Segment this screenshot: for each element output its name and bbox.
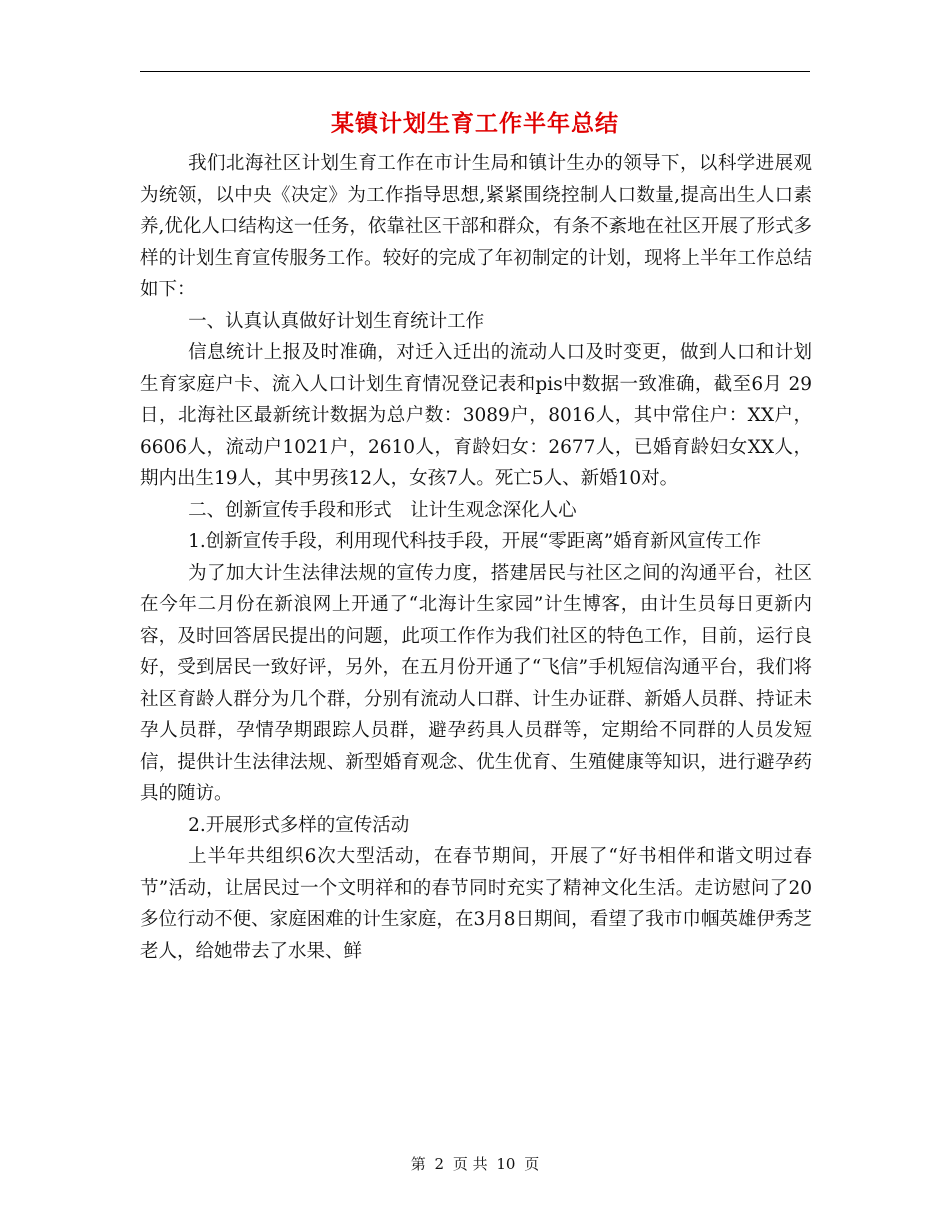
activities-paragraph: 上半年共组织6次大型活动，在春节期间，开展了“好书相伴和谐文明过春节”活动，让居民过一个文明祥和的春节同时充实了精神文化生活。走访慰问了20多位行动不便、家庭困难的计生家庭，在3月8日期间，看望了我市巾帼英雄伊秀芝老人，给她带去了水果、鲜 [140,846,812,962]
page-footer [0,1152,950,1176]
subsection-heading-1: 1.创新宣传手段，利用现代科技手段，开展“零距离”婚育新风宣传工作 [188,531,762,552]
subsection-heading-2: 2.开展形式多样的宣传活动 [188,814,410,836]
footer-middle: 页 共 [452,1155,488,1173]
intro-paragraph: 我们北海社区计划生育工作在市计生局和镇计生办的领导下，以科学进展观为统领，以中央《决定》为工作指导思想,紧紧围绕控制人口数量,提高出生人口素养,优化人口结构这一任务，依靠社区干部和群众，有条不紊地在社区开展了形式多样的计划生育宣传服务工作。较好的完成了年初制定的计划，现将上半年工作总结如下： [140,153,812,300]
footer-suffix: 页 [524,1155,540,1173]
document-title: 某镇计划生育工作半年总结 [331,110,619,137]
header-rule [140,71,810,72]
section-heading-statistics: 一、认真认真做好计划生育统计工作 [188,310,485,332]
document-body [140,148,812,967]
section-heading-publicity: 二、创新宣传手段和形式 让计生观念深化人心 [188,499,577,521]
statistics-paragraph: 信息统计上报及时准确，对迁入迁出的流动人口及时变更，做到人口和计划生育家庭户卡、流入人口计划生育情况登记表和pis中数据一致准确，截至6月 29日，北海社区最新统计数据为总户数：3089户，8016人，其中常住户：XX户，6606人，流动户1021户，2610人，育龄妇女：2677人，已婚育龄妇女XX人，期内出生19人，其中男孩12人，女孩7人。死亡5人、新婚10对。 [140,342,812,489]
footer-prefix: 第 [410,1155,426,1173]
footer-total-pages: 10 [496,1155,516,1173]
footer-current-page: 2 [434,1155,445,1173]
publicity-paragraph: 为了加大计生法律法规的宣传力度，搭建居民与社区之间的沟通平台，社区在今年二月份在新浪网上开通了“北海计生家园”计生博客，由计生员每日更新内容，及时回答居民提出的问题，此项工作作为我们社区的特色工作，目前，运行良好，受到居民一致好评，另外，在五月份开通了“飞信”手机短信沟通平台，我们将社区育龄人群分为几个群，分别有流动人口群、计生办证群、新婚人员群、持证未孕人员群，孕情孕期跟踪人员群，避孕药具人员群等，定期给不同群的人员发短信，提供计生法律法规、新型婚育观念、优生优育、生殖健康等知识，进行避孕药具的随访。 [140,562,812,804]
